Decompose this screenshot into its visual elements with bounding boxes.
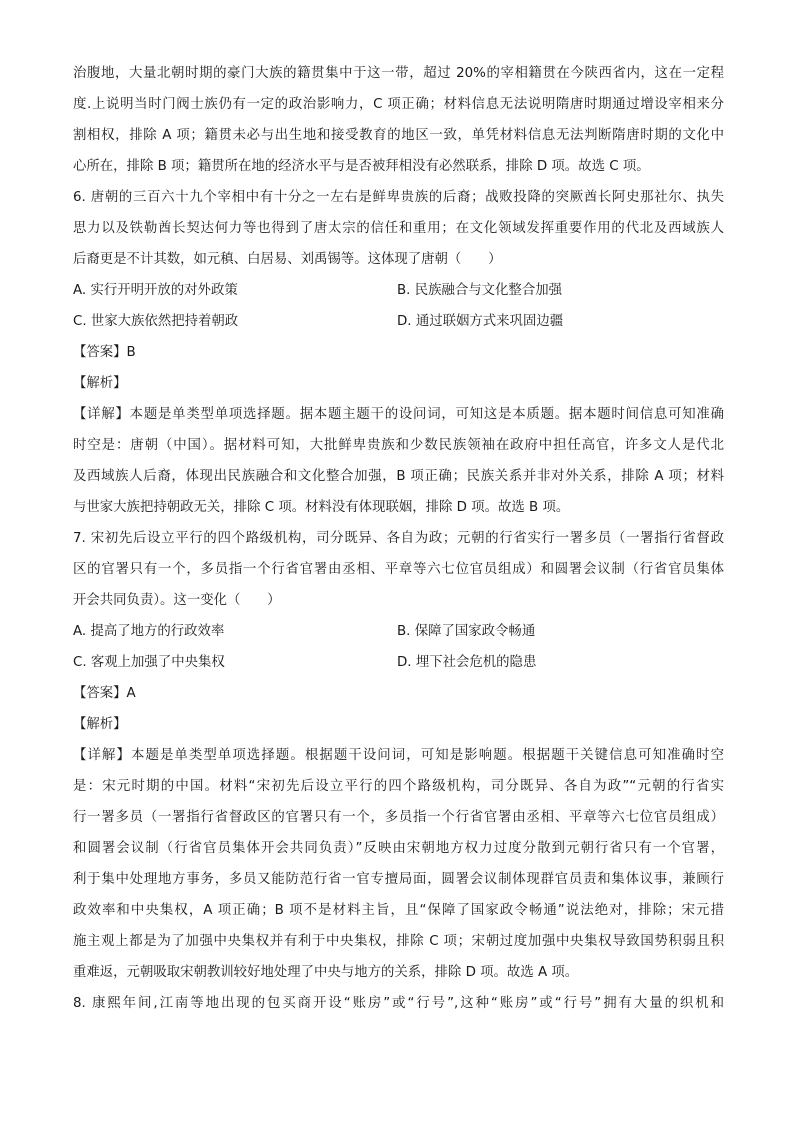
option-b: B. 保障了国家政令畅通 xyxy=(397,624,536,639)
analysis-heading: 【解析】 xyxy=(73,376,127,391)
option-a: A. 提高了地方的行政效率 xyxy=(73,624,225,639)
question-8 xyxy=(73,988,724,1019)
options-row xyxy=(73,306,724,337)
answer-label: 【答案】A xyxy=(73,686,136,701)
detail-line: 行一署多员（一署指行省督政区的官署只有一个，多员指一个行省官署由丞相、平章等六七位官员组成） xyxy=(73,810,724,825)
option-a: A. 实行开明开放的对外政策 xyxy=(73,283,238,298)
detail-line: 和圆署会议制（行省官员集体开会共同负责）”反映由宋朝地方权力过度分散到元朝行省只有一个官署， xyxy=(73,841,724,856)
detail-line: 重难返，元朝吸取宋朝教训较好地处理了中央与地方的关系，排除 D 项。故选 A 项。 xyxy=(73,965,579,980)
option-b: B. 民族融合与文化整合加强 xyxy=(397,283,562,298)
detail-line: 是：宋元时期的中国。材料“宋初先后设立平行的四个路级机构，司分既异、各自为政”“元朝的行省实 xyxy=(73,779,724,794)
text-line: 心所在，排除 B 项；籍贯所在地的经济水平与是否被拜相没有必然联系，排除 D 项。故选 C 项。 xyxy=(73,159,650,174)
options-row xyxy=(73,647,724,678)
text-line: 度.上说明当时门阀士族仍有一定的政治影响力，C 项正确；材料信息无法说明隋唐时期通过增设宰相来分 xyxy=(73,97,724,112)
option-c: C. 世家大族依然把持着朝政 xyxy=(73,314,239,329)
detail-line: 及西域族人后裔，体现出民族融合和文化整合加强，B 项正确；民族关系并非对外关系，排除 A 项；材料 xyxy=(73,469,724,484)
option-d: D. 埋下社会危机的隐患 xyxy=(397,655,537,670)
question-stem: 7. 宋初先后设立平行的四个路级机构，司分既异、各自为政；元朝的行省实行一署多员（一署指行省督政 xyxy=(73,531,724,546)
question-stem: 区的官署只有一个，多员指一个行省官署由丞相、平章等六七位官员组成）和圆署会议制（行省官员集体 xyxy=(73,562,724,577)
analysis-heading: 【解析】 xyxy=(73,717,127,732)
detail-line: 【详解】本题是单类型单项选择题。根据题干设问词，可知是影响题。根据题干关键信息可知准确时空 xyxy=(73,748,724,763)
question-stem: 开会共同负责）。这一变化（ ） xyxy=(73,593,281,608)
option-c: C. 客观上加强了中央集权 xyxy=(73,655,225,670)
detail-line: 施主观上都是为了加强中央集权并有利于中央集权，排除 C 项；宋朝过度加强中央集权导致国势积弱且积 xyxy=(73,934,724,949)
detail-line: 【详解】本题是单类型单项选择题。据本题主题干的设问词，可知这是本质题。据本题时间信息可知准确 xyxy=(73,407,724,422)
detail-line: 政效率和中央集权，A 项正确；B 项不是材料主旨，且“保障了国家政令畅通”说法绝对，排除；宋元措 xyxy=(73,903,724,918)
detail-line: 与世家大族把持朝政无关，排除 C 项。材料没有体现联姻，排除 D 项。故选 B 项。 xyxy=(73,500,570,515)
question-7 xyxy=(73,523,724,988)
question-stem: 8. 康熙年间,江南等地出现的包买商开设“账房”或“行号”,这种“账房”或“行号”拥有大量的织机和 xyxy=(73,996,724,1011)
detail-line: 利于集中处理地方事务，多员又能防范行省一官专擅局面，圆署会议制体现群官员责和集体议事，兼顾行 xyxy=(73,872,724,887)
text-line: 割相权，排除 A 项；籍贯未必与出生地和接受教育的地区一致，单凭材料信息无法判断隋唐时期的文化中 xyxy=(73,128,724,143)
answer-label: 【答案】B xyxy=(73,345,136,360)
question-stem: 后裔更是不计其数，如元稹、白居易、刘禹锡等。这体现了唐朝（ ） xyxy=(73,252,502,267)
detail-line: 时空是：唐朝（中国）。据材料可知，大批鲜卑贵族和少数民族领袖在政府中担任高官，许多文人是代北 xyxy=(73,438,724,453)
question-6 xyxy=(73,182,724,523)
options-row xyxy=(73,275,724,306)
options-row xyxy=(73,616,724,647)
option-d: D. 通过联姻方式来巩固边疆 xyxy=(397,314,564,329)
text-line: 治腹地，大量北朝时期的豪门大族的籍贯集中于这一带，超过 20%的宰相籍贯在今陕西省内，这在一定程 xyxy=(73,66,724,81)
question-stem: 6. 唐朝的三百六十九个宰相中有十分之一左右是鲜卑贵族的后裔；战败投降的突厥酋长阿史那社尔、执失 xyxy=(73,190,724,205)
question-stem: 思力以及铁勒酋长契达何力等也得到了唐太宗的信任和重用；在文化领域发挥重要作用的代北及西域族人 xyxy=(73,221,724,236)
